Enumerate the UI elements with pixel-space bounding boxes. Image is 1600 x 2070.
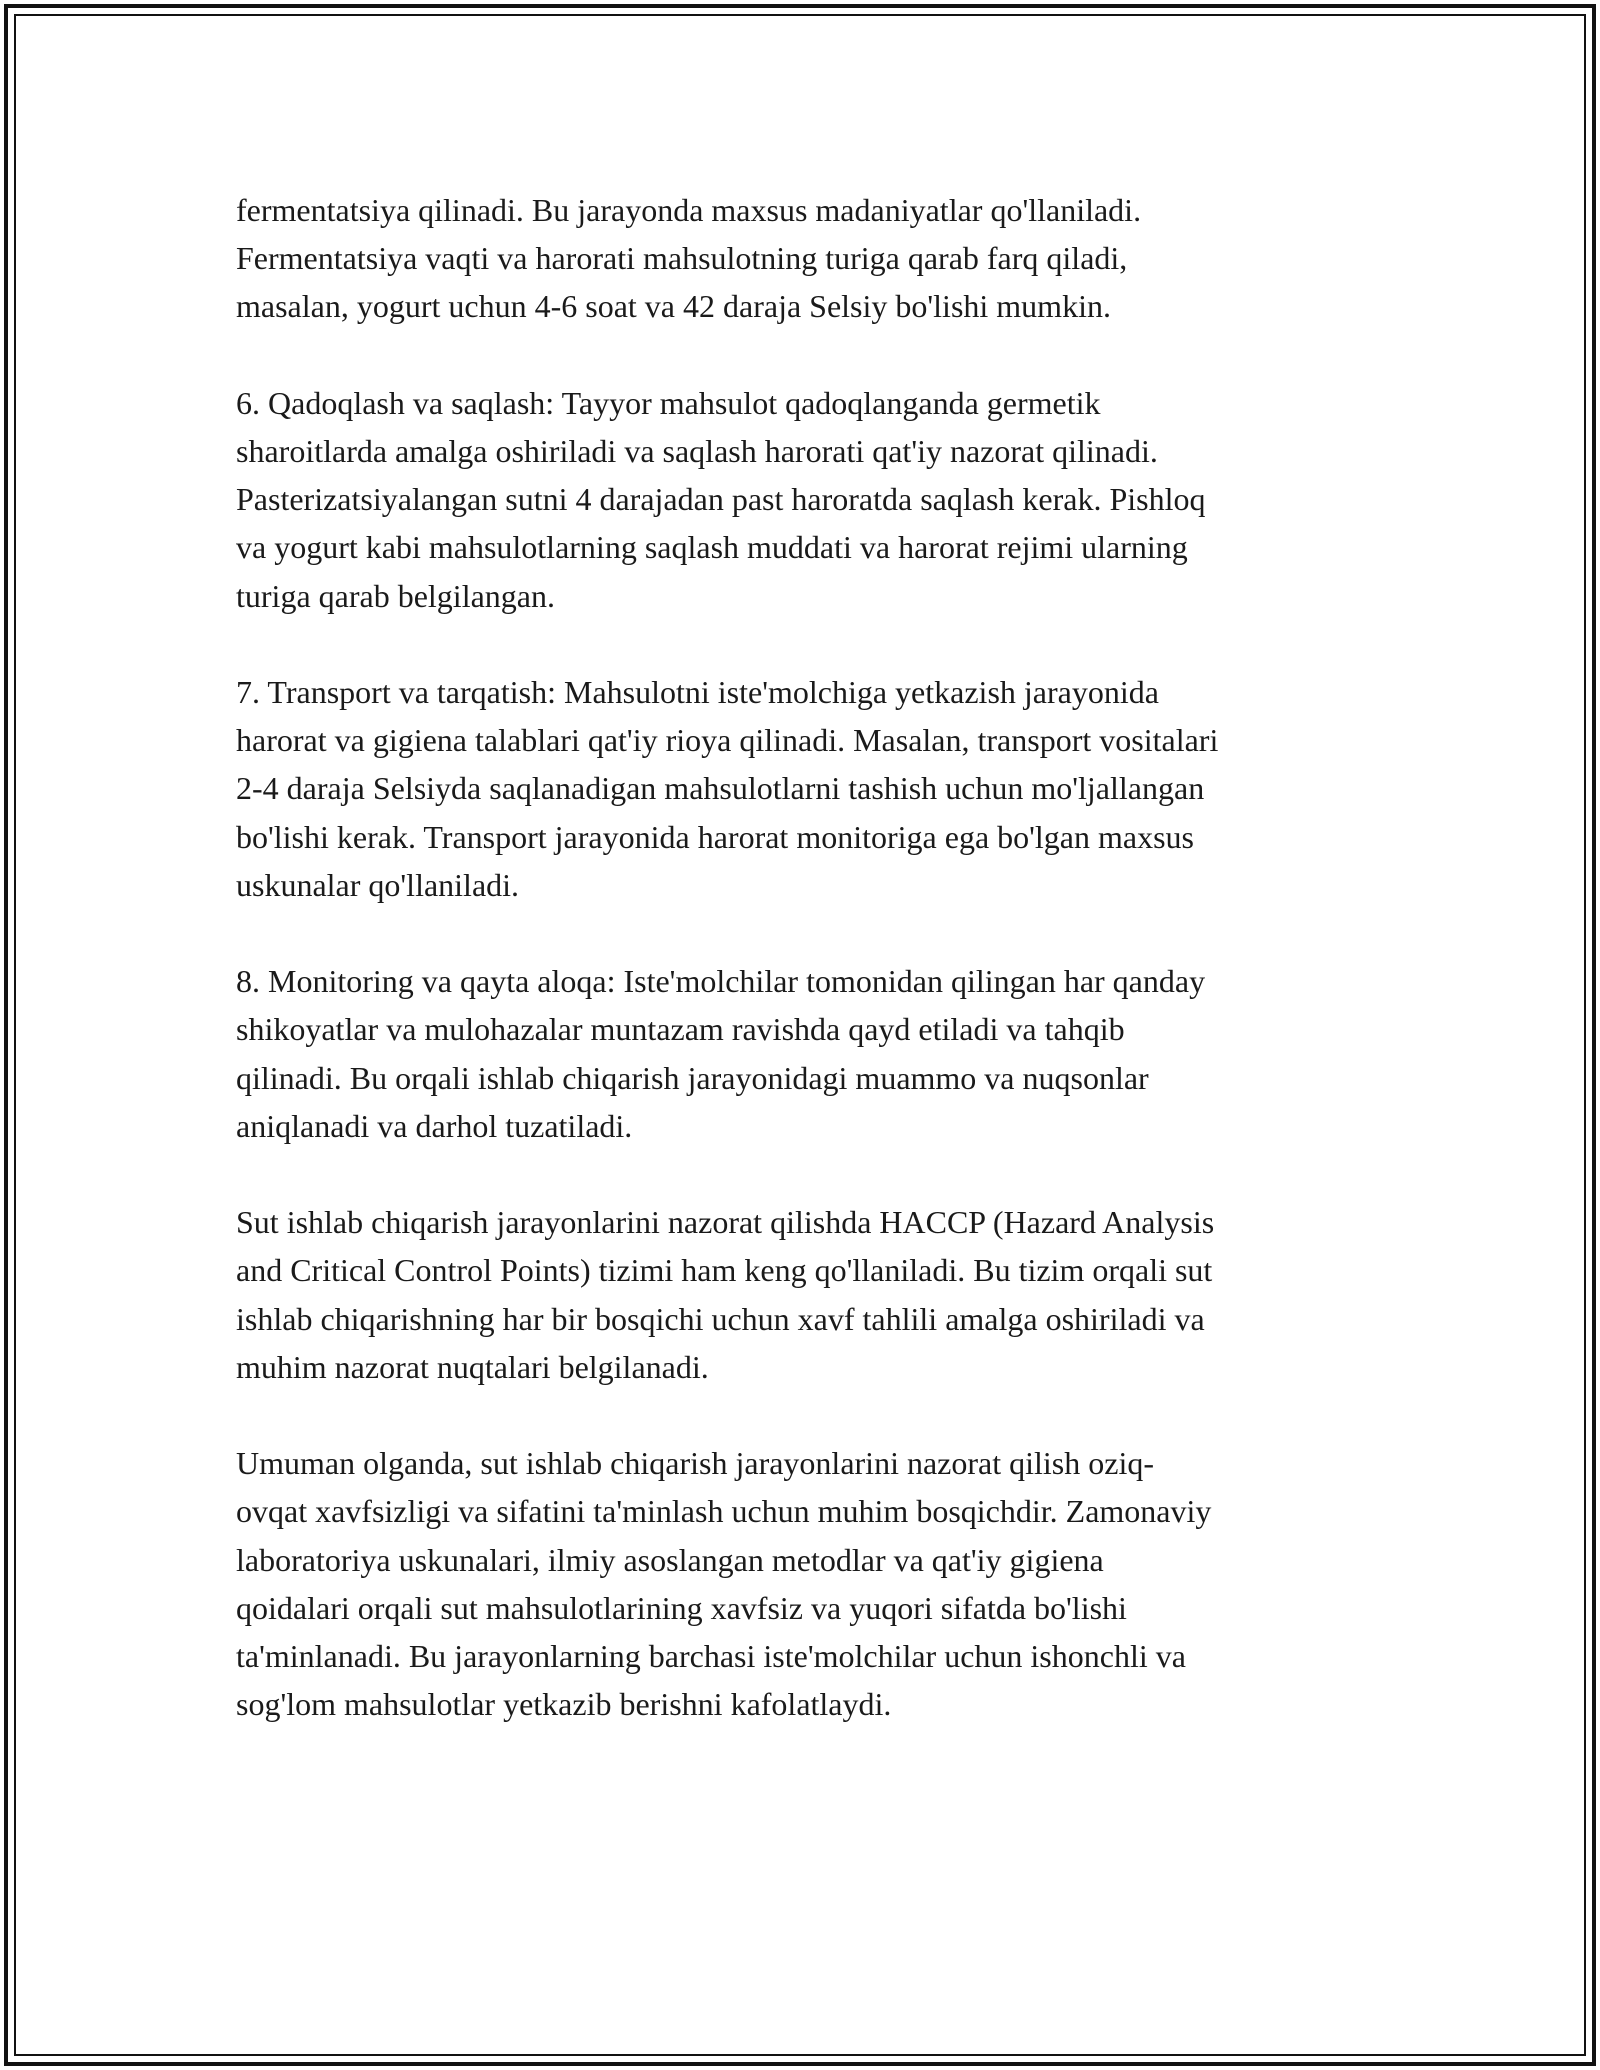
paragraph-fermentation: fermentatsiya qilinadi. Bu jarayonda maxsus madaniyatlar qo'llaniladi. Fermentatsiya vaqti va harorati mahsulotning turiga qarab farq qiladi, masalan, yogurt uchun 4-6 soat va 42 daraja Selsiy bo'lishi mumkin. bbox=[236, 192, 1142, 325]
paragraph-conclusion: Umuman olganda, sut ishlab chiqarish jarayonlarini nazorat qilish oziq- ovqat xavfsizligi va sifatini ta'minlash uchun muhim bosqichdir. Zamonaviy laboratoriya uskunalari, ilmiy asoslangan metodlar va qat'iy gigiena qoidalari orqali sut mahsulotlarining xavfsiz va yuqori sifatda bo'lishi ta'minlanadi. Bu jarayonlarning barchasi iste'molchilar uchun ishonchli va sog'lom mahsulotlar yetkazib berishni kafolatlaydi. bbox=[236, 1445, 1212, 1723]
paragraph-haccp: Sut ishlab chiqarish jarayonlarini nazorat qilishda HACCP (Hazard Analysis and Critical Control Points) tizimi ham keng qo'llaniladi. Bu tizim orqali sut ishlab chiqarishning har bir bosqichi uchun xavf tahlili amalga oshiriladi va muhim nazorat nuqtalari belgilanadi. bbox=[236, 1204, 1215, 1385]
paragraph-packaging-storage: 6. Qadoqlash va saqlash: Tayyor mahsulot qadoqlanganda germetik sharoitlarda amalga oshiriladi va saqlash harorati qat'iy nazorat qilinadi. Pasterizatsiyalangan sutni 4 darajadan past haroratda saqlash kerak. Pishloq va yogurt kabi mahsulotlarning saqlash muddati va harorat rejimi ularning turiga qarab belgilangan. bbox=[236, 384, 1206, 614]
paragraph-transport: 7. Transport va tarqatish: Mahsulotni iste'molchiga yetkazish jarayonida harorat va gigiena talablari qat'iy rioya qilinadi. Masalan, transport vositalari 2-4 daraja Selsiyda saqlanadigan mahsulotlarni tashish uchun mo'ljallangan bo'lishi kerak. Transport jarayonida harorat monitoriga ega bo'lgan maxsus uskunalar qo'llaniladi. bbox=[236, 674, 1219, 903]
paragraph-monitoring: 8. Monitoring va qayta aloqa: Iste'molchilar tomonidan qilingan har qanday shikoyatlar va mulohazalar muntazam ravishda qayd etiladi va tahqib qilinadi. Bu orqali ishlab chiqarish jarayonidagi muammo va nuqsonlar aniqlanadi va darhol tuzatiladi. bbox=[236, 963, 1206, 1144]
document-body bbox=[236, 186, 1386, 1728]
